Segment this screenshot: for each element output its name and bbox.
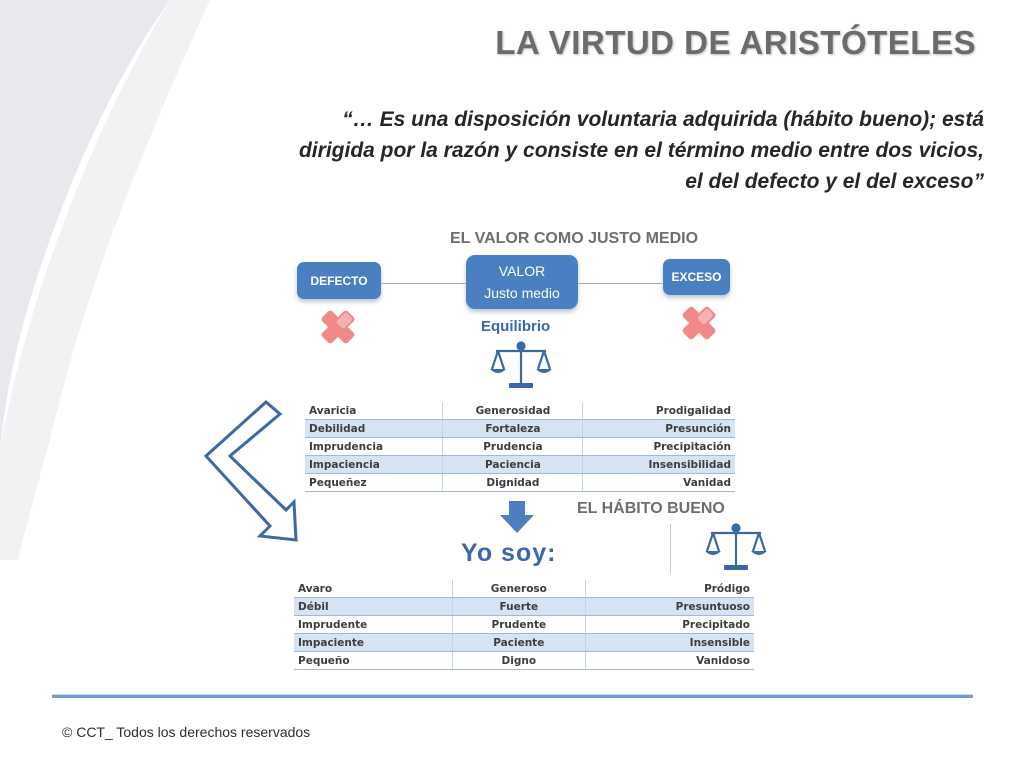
virtue-cell: Generoso [452,580,585,598]
virtue-cell: Prudencia [443,438,583,456]
quote-line: dirigida por la razón y consiste en el término medio entre dos vicios, [298,139,984,162]
table-row [294,580,754,598]
page-title: LA VIRTUD DE ARISTÓTELES [495,24,976,61]
table-row [294,652,754,670]
vice-excess-cell: Precipitación [583,438,735,456]
vice-excess-cell: Pródigo [585,580,754,598]
balance-scale-icon [489,340,553,390]
adjectives-table [294,580,754,670]
diagram-title: EL VALOR COMO JUSTO MEDIO [450,230,699,247]
vice-defect-cell: Imprudencia [305,438,443,456]
equilibrio-label: Equilibrio [481,318,551,335]
table-row [294,634,754,652]
divider [670,524,671,574]
virtue-cell: Paciente [452,634,585,652]
virtue-cell: Digno [452,652,585,670]
vice-excess-cell: Presuntuoso [585,598,754,616]
table-row [294,598,754,616]
virtue-cell: Prudente [452,616,585,634]
vice-defect-cell: Pequeñez [305,474,443,492]
vice-defect-cell: Avaro [294,580,452,598]
defecto-label: DEFECTO [310,273,368,288]
vice-defect-cell: Impaciente [294,634,452,652]
virtue-cell: Paciencia [443,456,583,474]
quote-line: “… Es una disposición voluntaria adquirida (hábito bueno); está [342,108,984,131]
valor-label: VALOR [498,263,546,279]
virtues-table [305,402,735,492]
vice-defect-cell: Debilidad [305,420,443,438]
background-swoosh [0,0,230,560]
exceso-box [663,259,730,295]
table-row [305,438,735,456]
footer-rule [52,694,973,698]
vice-defect-cell: Débil [294,598,452,616]
vice-defect-cell: Avaricia [305,402,443,420]
virtue-cell: Fortaleza [443,420,583,438]
cross-icon [318,307,358,347]
virtue-cell: Fuerte [452,598,585,616]
exceso-label: EXCESO [671,270,722,284]
table-row [305,402,735,420]
yo-soy-heading: Yo soy: [461,539,557,567]
vice-defect-cell: Impaciencia [305,456,443,474]
vice-excess-cell: Vanidad [583,474,735,492]
defecto-box [297,262,381,299]
quote-line: el del defecto y el del exceso” [685,170,984,193]
justo-medio-label: Justo medio [484,285,560,301]
table-row [305,456,735,474]
vice-defect-cell: Pequeño [294,652,452,670]
virtue-cell: Generosidad [443,402,583,420]
table-row [294,616,754,634]
virtue-cell: Dignidad [443,474,583,492]
vice-defect-cell: Imprudente [294,616,452,634]
vice-excess-cell: Insensibilidad [583,456,735,474]
aristotle-quote [104,104,984,197]
balance-scale-icon [704,522,768,572]
vice-excess-cell: Prodigalidad [583,402,735,420]
valor-box [466,255,578,309]
table-row [305,420,735,438]
vice-excess-cell: Presunción [583,420,735,438]
table-row [305,474,735,492]
bent-arrow-icon [200,398,304,546]
down-arrow-icon [500,501,534,533]
habito-bueno-title: EL HÁBITO BUENO [577,500,725,517]
vice-excess-cell: Insensible [585,634,754,652]
vice-excess-cell: Vanidoso [585,652,754,670]
cross-icon [679,303,719,343]
copyright-footer: © CCT_ Todos los derechos reservados [62,724,311,740]
vice-excess-cell: Precipitado [585,616,754,634]
